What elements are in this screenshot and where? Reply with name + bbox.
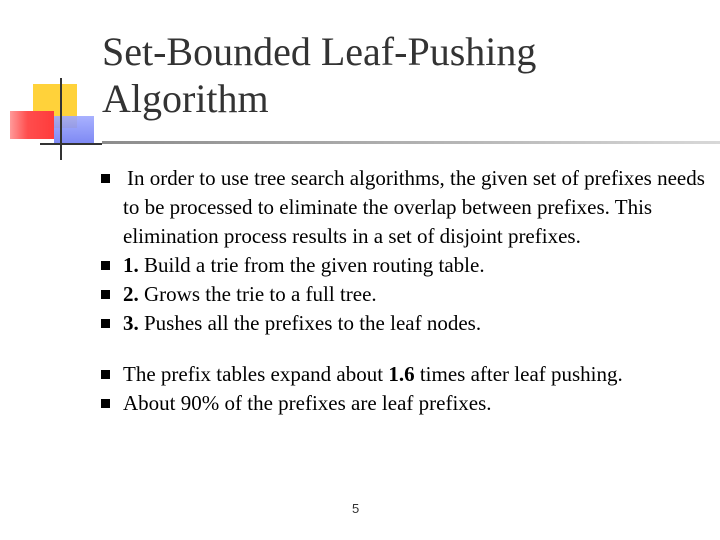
bullet-square-icon (101, 399, 110, 408)
bullet-text: The prefix tables expand about (123, 362, 389, 386)
page-number: 5 (352, 501, 360, 516)
decor-horizontal-line (40, 143, 102, 145)
bullet-text: About 90% of the prefixes are leaf prefixes. (123, 391, 492, 415)
bullet-square-icon (101, 370, 110, 379)
bullet-text: In order to use tree search algorithms, the given set of prefixes needs to be processed to eliminate the overlap between prefixes. This elimination process results in a set of disjoint prefixes. (123, 166, 705, 248)
bullet-spacer (101, 338, 711, 360)
bullet-square-icon (101, 174, 110, 183)
bullet-text: times after leaf pushing. (414, 362, 623, 386)
slide-title (102, 28, 702, 122)
title-line-2: Algorithm (102, 76, 269, 121)
bullet-item (101, 251, 711, 280)
bullet-item (101, 389, 711, 418)
bullet-square-icon (101, 261, 110, 270)
bullet-item (101, 280, 711, 309)
bullet-list (101, 164, 711, 418)
step-number: 2. (123, 282, 139, 306)
bullet-text: Pushes all the prefixes to the leaf nodes. (138, 311, 482, 335)
bullet-text: Grows the trie to a full tree. (138, 282, 377, 306)
expansion-factor: 1.6 (388, 362, 415, 386)
bullet-text: Build a trie from the given routing table. (138, 253, 485, 277)
bullet-square-icon (101, 319, 110, 328)
decor-vertical-line (60, 78, 62, 160)
step-number: 3. (123, 311, 139, 335)
title-divider (102, 141, 720, 144)
step-number: 1. (123, 253, 139, 277)
bullet-item (101, 164, 711, 251)
bullet-item (101, 360, 711, 389)
bullet-square-icon (101, 290, 110, 299)
decor-red-bar (10, 111, 54, 139)
bullet-item (101, 309, 711, 338)
title-line-1: Set-Bounded Leaf-Pushing (102, 29, 537, 74)
